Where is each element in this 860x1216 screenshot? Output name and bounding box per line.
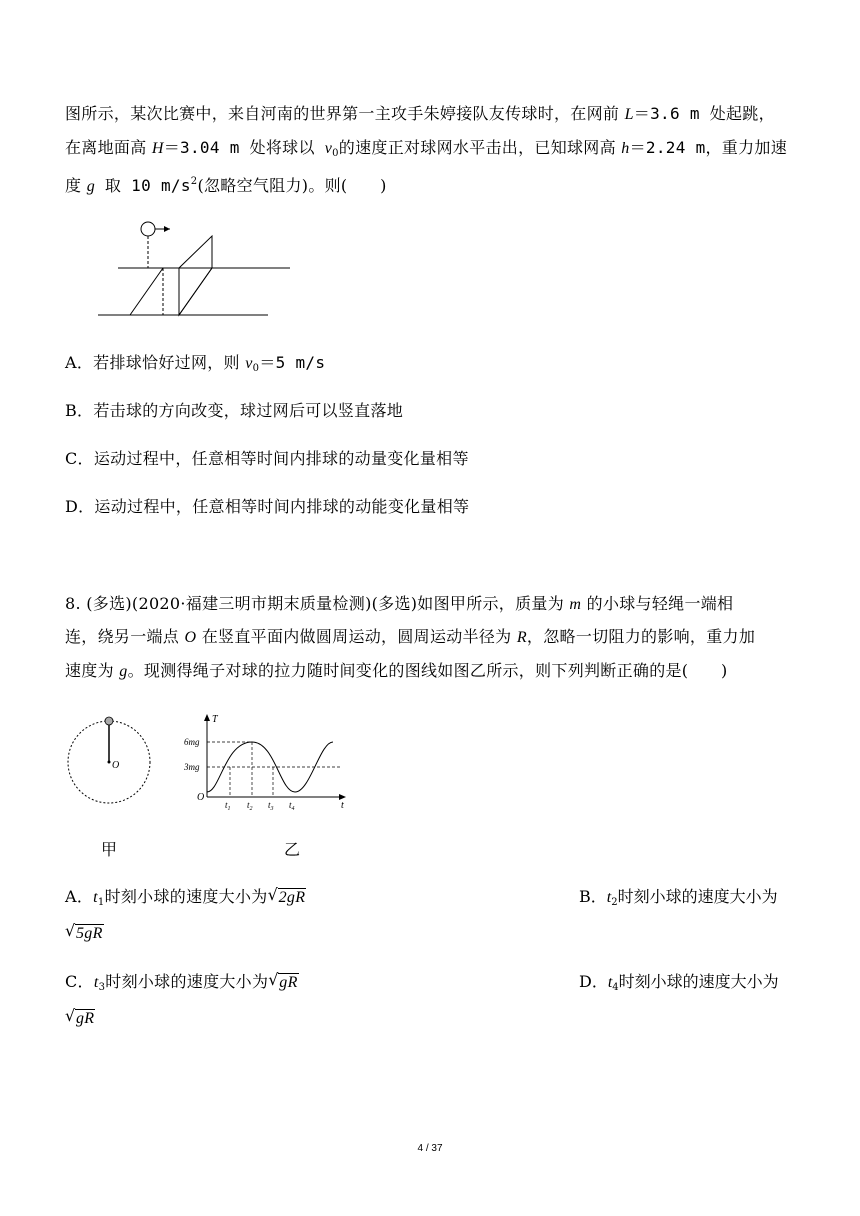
origin-label: O [197,792,205,803]
q8-option-b: B．$t_2$时刻小球的速度大小为 [579,887,778,908]
q8-stem-line2: 连，绕另一端点 O 在竖直平面内做圆周运动，圆周运动半径为 R，忽略一切阻力的影响，重力加 [65,627,756,646]
q7-option-c: C．运动过程中，任意相等时间内排球的动量变化量相等 [65,449,469,468]
q8-stem-line3: 速度为 g。现测得绳子对球的拉力随时间变化的图线如图乙所示，则下列判断正确的是( ) [65,661,728,680]
q8-stem-line1: 8. (多选)(2020·福建三明市期末质量检测)(多选)如图甲所示，质量为 m 的小球与轻绳一端相 [65,594,734,613]
q8-circle-figure [65,715,155,805]
x-tick-t1: $t_1$ [225,800,231,812]
y-tick-3mg: 3mg [184,762,200,772]
page-number: 4 / 37 [417,1143,443,1154]
x-tick-t4: $t_4$ [289,800,295,812]
q7-option-b: B．若击球的方向改变，球过网后可以竖直落地 [65,401,404,420]
q8-tension-graph [180,712,350,812]
x-tick-t3: $t_3$ [268,800,274,812]
y-tick-6mg: 6mg [184,737,200,747]
q7-option-a: A．若排球恰好过网，则 $v_0=5$ m/s [65,353,326,374]
ball-icon [141,222,155,236]
q7-stem-line3: 度 g 取 10 $m/s^2$(忽略空气阻力)。则( ) [65,176,387,195]
caption-yi: 乙 [284,840,301,859]
q7-stem-line2: 在离地面高 H＝3.04 m 处将球以 $v_0$的速度正对球网水平击出，已知球网高 h＝2.24 m，重力加速 [65,138,788,159]
q8-option-d: D．$t_4$时刻小球的速度大小为 [579,972,779,993]
center-o-label: O [112,760,120,771]
x-tick-t2: $t_2$ [247,800,253,812]
q7-option-d: D．运动过程中，任意相等时间内排球的动能变化量相等 [65,497,470,516]
small-ball-icon [105,717,113,725]
x-axis-label: t [341,800,344,811]
q8-option-d-radical: √ gR [65,1006,95,1027]
q7-stem-line1: 图所示，某次比赛中，来自河南的世界第一主攻手朱婷接队友传球时，在网前 L＝3.6 m 处起跳， [65,104,775,123]
y-axis-label: T [212,714,218,725]
q8-option-a: A．$t_1$时刻小球的速度大小为 √ 2gR [65,885,306,908]
q8-option-c: C．$t_3$时刻小球的速度大小为 √ gR [65,970,298,993]
q8-option-b-radical: √ 5gR [65,921,103,942]
caption-jia: 甲 [101,840,118,859]
q7-net-figure [95,220,295,320]
